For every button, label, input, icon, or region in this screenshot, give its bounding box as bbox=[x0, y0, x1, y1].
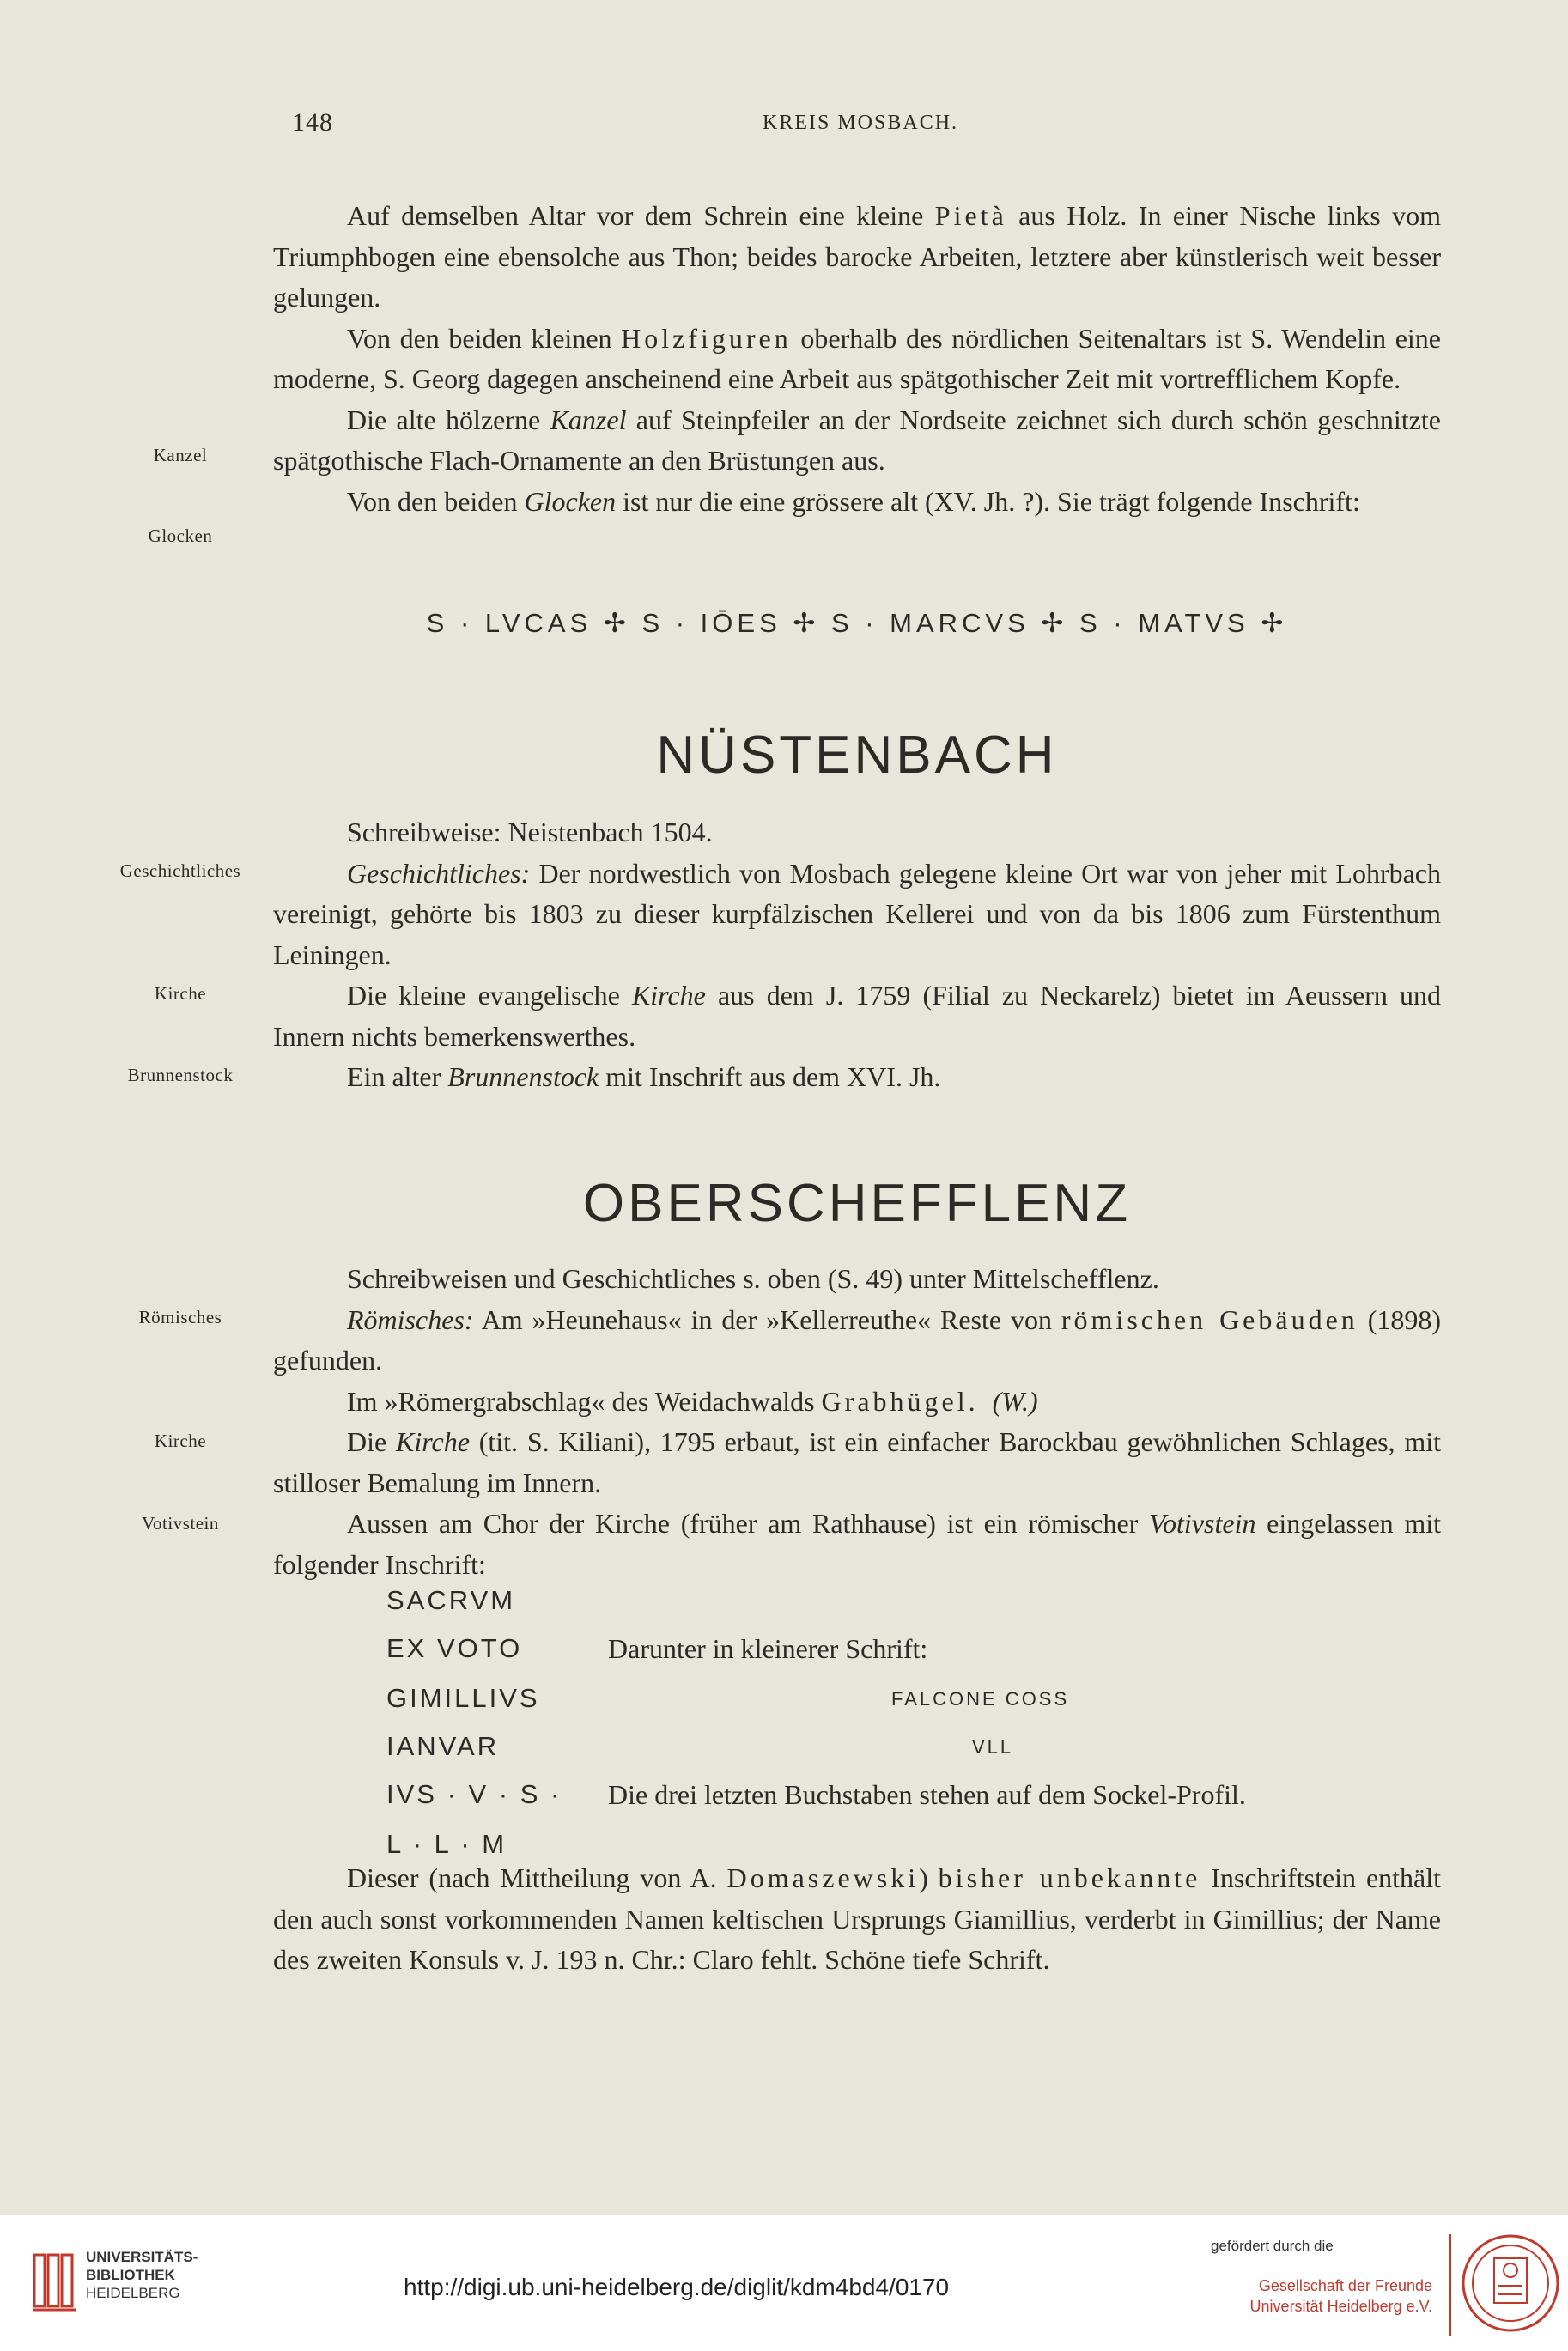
margin-note: Römisches bbox=[138, 1307, 222, 1327]
votiv-line: EX VOTO bbox=[386, 1633, 523, 1663]
sponsor-label: gefördert durch die bbox=[1211, 2238, 1334, 2254]
text-block-nuestenbach bbox=[273, 812, 1441, 1098]
paragraph: Geschichtliches: Der nordwestlich von Mosbach gelegene kleine Ort war von jeher mit Lohrbach vereinigt, gehörte bis 1803 zu dieser kurpfälzischen Kellerei und von da bis 1806 zum Fürstenthum Leiningen. bbox=[273, 857, 1441, 970]
divider bbox=[1449, 2234, 1451, 2336]
margin-note: Kirche bbox=[154, 983, 207, 1004]
bell-inscription: S · LVCAS ✢ S · IŌES ✢ S · MARCVS ✢ S · MATVS ✢ bbox=[426, 608, 1288, 638]
votiv-note: Darunter in kleinerer Schrift: bbox=[608, 1633, 928, 1664]
paragraph: Die Kirche (tit. S. Kiliani), 1795 erbaut, ist ein einfacher Barockbau gewöhnlichen Schlages, mit stilloser Bemalung im Innern. bbox=[273, 1426, 1442, 1498]
votiv-note: FALCONE COSS bbox=[891, 1688, 1070, 1710]
paragraph: Schreibweise: Neistenbach 1504. bbox=[347, 817, 713, 847]
margin-note: Glocken bbox=[148, 525, 213, 546]
library-logo-icon bbox=[31, 2246, 79, 2315]
running-title: KREIS MOSBACH. bbox=[763, 112, 959, 134]
votiv-line: IVS · V · S · bbox=[386, 1779, 562, 1809]
section-title: OBERSCHEFFLENZ bbox=[582, 1174, 1132, 1233]
paragraph: Dieser (nach Mittheilung von A. Domaszewski) bisher unbekannte Inschriftstein enthält den auch sonst vorkommenden Namen keltischen Ursprungs Giamillius, verderbt in Gimillius; der Name des zweiten Konsuls v. J. 193 n. Chr.: Claro fehlt. Schöne tiefe Schrift. bbox=[273, 1862, 1442, 1975]
margin-note: Votivstein bbox=[142, 1513, 219, 1534]
margin-note: Brunnenstock bbox=[127, 1065, 234, 1085]
margin-note: Kanzel bbox=[153, 445, 208, 465]
paragraph: Auf demselben Altar vor dem Schrein eine kleine Pietà aus Holz. In einer Nische links vom Triumphbogen eine ebensolche aus Thon; beides barocke Arbeiten, letztere aber künstlerisch weit besser gelungen. bbox=[273, 200, 1442, 313]
section-title: NÜSTENBACH bbox=[656, 726, 1058, 785]
margin-note: Kirche bbox=[154, 1431, 207, 1451]
paragraph: Von den beiden kleinen Holzfiguren oberhalb des nördlichen Seitenaltars ist S. Wendelin eine moderne, S. Georg dagegen anscheinend eine Arbeit aus spätgothischer Zeit mit vortrefflichem Kopfe. bbox=[273, 322, 1441, 394]
university-seal-icon bbox=[1460, 2233, 1561, 2334]
votiv-note: Die drei letzten Buchstaben stehen auf dem Sockel-Profil. bbox=[608, 1779, 1246, 1810]
permalink-url[interactable]: http://digi.ub.uni-heidelberg.de/diglit/kdm4bd4/0170 bbox=[404, 2274, 950, 2300]
margin-note: Geschichtliches bbox=[119, 860, 241, 881]
paragraph: Schreibweisen und Geschichtliches s. oben (S. 49) unter Mittelschefflenz. bbox=[347, 1263, 1159, 1294]
paragraph: Die alte hölzerne Kanzel auf Steinpfeiler an der Nordseite zeichnet sich durch schön geschnitzte spätgothische Flach-Ornamente an den Brüstungen aus. bbox=[273, 404, 1442, 476]
votiv-line: L · L · M bbox=[386, 1829, 507, 1859]
votiv-line: GIMILLIVS bbox=[386, 1683, 540, 1713]
paragraph: Aussen am Chor der Kirche (früher am Rathhause) ist ein römischer Votivstein eingelassen mit folgender Inschrift: bbox=[273, 1508, 1442, 1580]
library-name: UNIVERSITÄTS- BIBLIOTHEK HEIDELBERG bbox=[86, 2249, 198, 2301]
text-block-top bbox=[273, 196, 1441, 522]
sponsor-name: Gesellschaft der Freunde Universität Heidelberg e.V. bbox=[1249, 2277, 1432, 2315]
votiv-line: IANVAR bbox=[386, 1731, 500, 1761]
paragraph: Die kleine evangelische Kirche aus dem J. 1759 (Filial zu Neckarelz) bietet im Aeussern und Innern nichts bemerkenswerthes. bbox=[273, 980, 1442, 1052]
text-block-closing bbox=[273, 1858, 1441, 1981]
paragraph: Im »Römergrabschlag« des Weidachwalds Grabhügel. (W.) bbox=[347, 1385, 1038, 1417]
paragraph: Römisches: Am »Heunehaus« in der »Kellerreuthe« Reste von römischen Gebäuden (1898) gefunden. bbox=[273, 1303, 1442, 1376]
page-number: 148 bbox=[292, 108, 333, 137]
votiv-note: VLL bbox=[972, 1736, 1014, 1758]
footer-bar bbox=[0, 2215, 1568, 2351]
paragraph: Von den beiden Glocken ist nur die eine grössere alt (XV. Jh. ?). Sie trägt folgende Inschrift: bbox=[347, 485, 1360, 517]
text-block-oberschefflenz bbox=[273, 1259, 1441, 1585]
paragraph: Ein alter Brunnenstock mit Inschrift aus dem XVI. Jh. bbox=[347, 1061, 941, 1092]
votiv-line: SACRVM bbox=[386, 1585, 516, 1615]
